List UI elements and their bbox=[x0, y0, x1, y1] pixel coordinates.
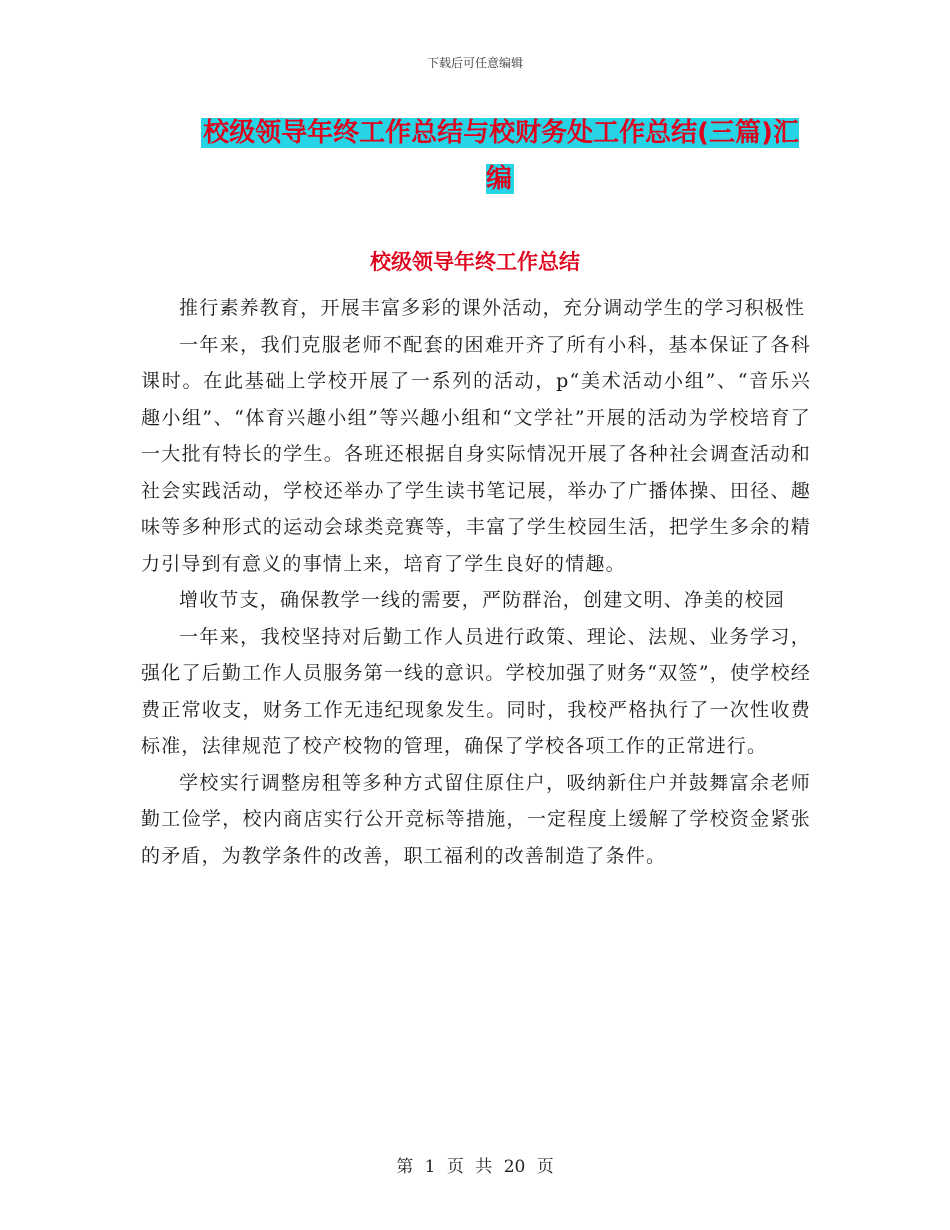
paragraph-1: 推行素养教育，开展丰富多彩的课外活动，充分调动学生的学习积极性 bbox=[179, 297, 806, 319]
section-title: 校级领导年终工作总结 bbox=[370, 250, 580, 274]
document-body bbox=[141, 290, 811, 874]
paragraph-3: 增收节支，确保教学一线的需要，严防群治，创建文明、净美的校园 bbox=[179, 589, 786, 611]
header-note: 下载后可任意编辑 bbox=[426, 56, 523, 70]
document-title-text: 校级领导年终工作总结与校财务处工作总结(三篇)汇编 bbox=[203, 118, 799, 194]
paragraph-2: 一年来，我们克服老师不配套的困难开齐了所有小科，基本保证了各科课时。在此基础上学校开展了一系列的活动，p“美术活动小组”、“音乐兴趣小组”、“体育兴趣小组”等兴趣小组和“文学社”开展的活动为学校培育了一大批有特长的学生。各班还根据自身实际情况开展了各种社会调查活动和社会实践活动，学校还举办了学生读书笔记展，举办了广播体操、田径、趣味等多种形式的运动会球类竞赛等，丰富了学生校园生活，把学生多余的精力引导到有意义的事情上来，培育了学生良好的情趣。 bbox=[141, 333, 811, 575]
paragraph-5: 学校实行调整房租等多种方式留住原住户，吸纳新住户并鼓舞富余老师勤工俭学，校内商店实行公开竞标等措施，一定程度上缓解了学校资金紧张的矛盾，为教学条件的改善，职工福利的改善制造了条件。 bbox=[141, 771, 811, 867]
document-title bbox=[190, 110, 810, 202]
paragraph-4: 一年来，我校坚持对后勤工作人员进行政策、理论、法规、业务学习，强化了后勤工作人员服务第一线的意识。学校加强了财务“双签”，使学校经费正常收支，财务工作无违纪现象发生。同时，我校严格执行了一次性收费标准，法律规范了校产校物的管理，确保了学校各项工作的正常进行。 bbox=[141, 625, 811, 757]
page-footer: 第 1 页 共 20 页 bbox=[396, 1157, 554, 1177]
